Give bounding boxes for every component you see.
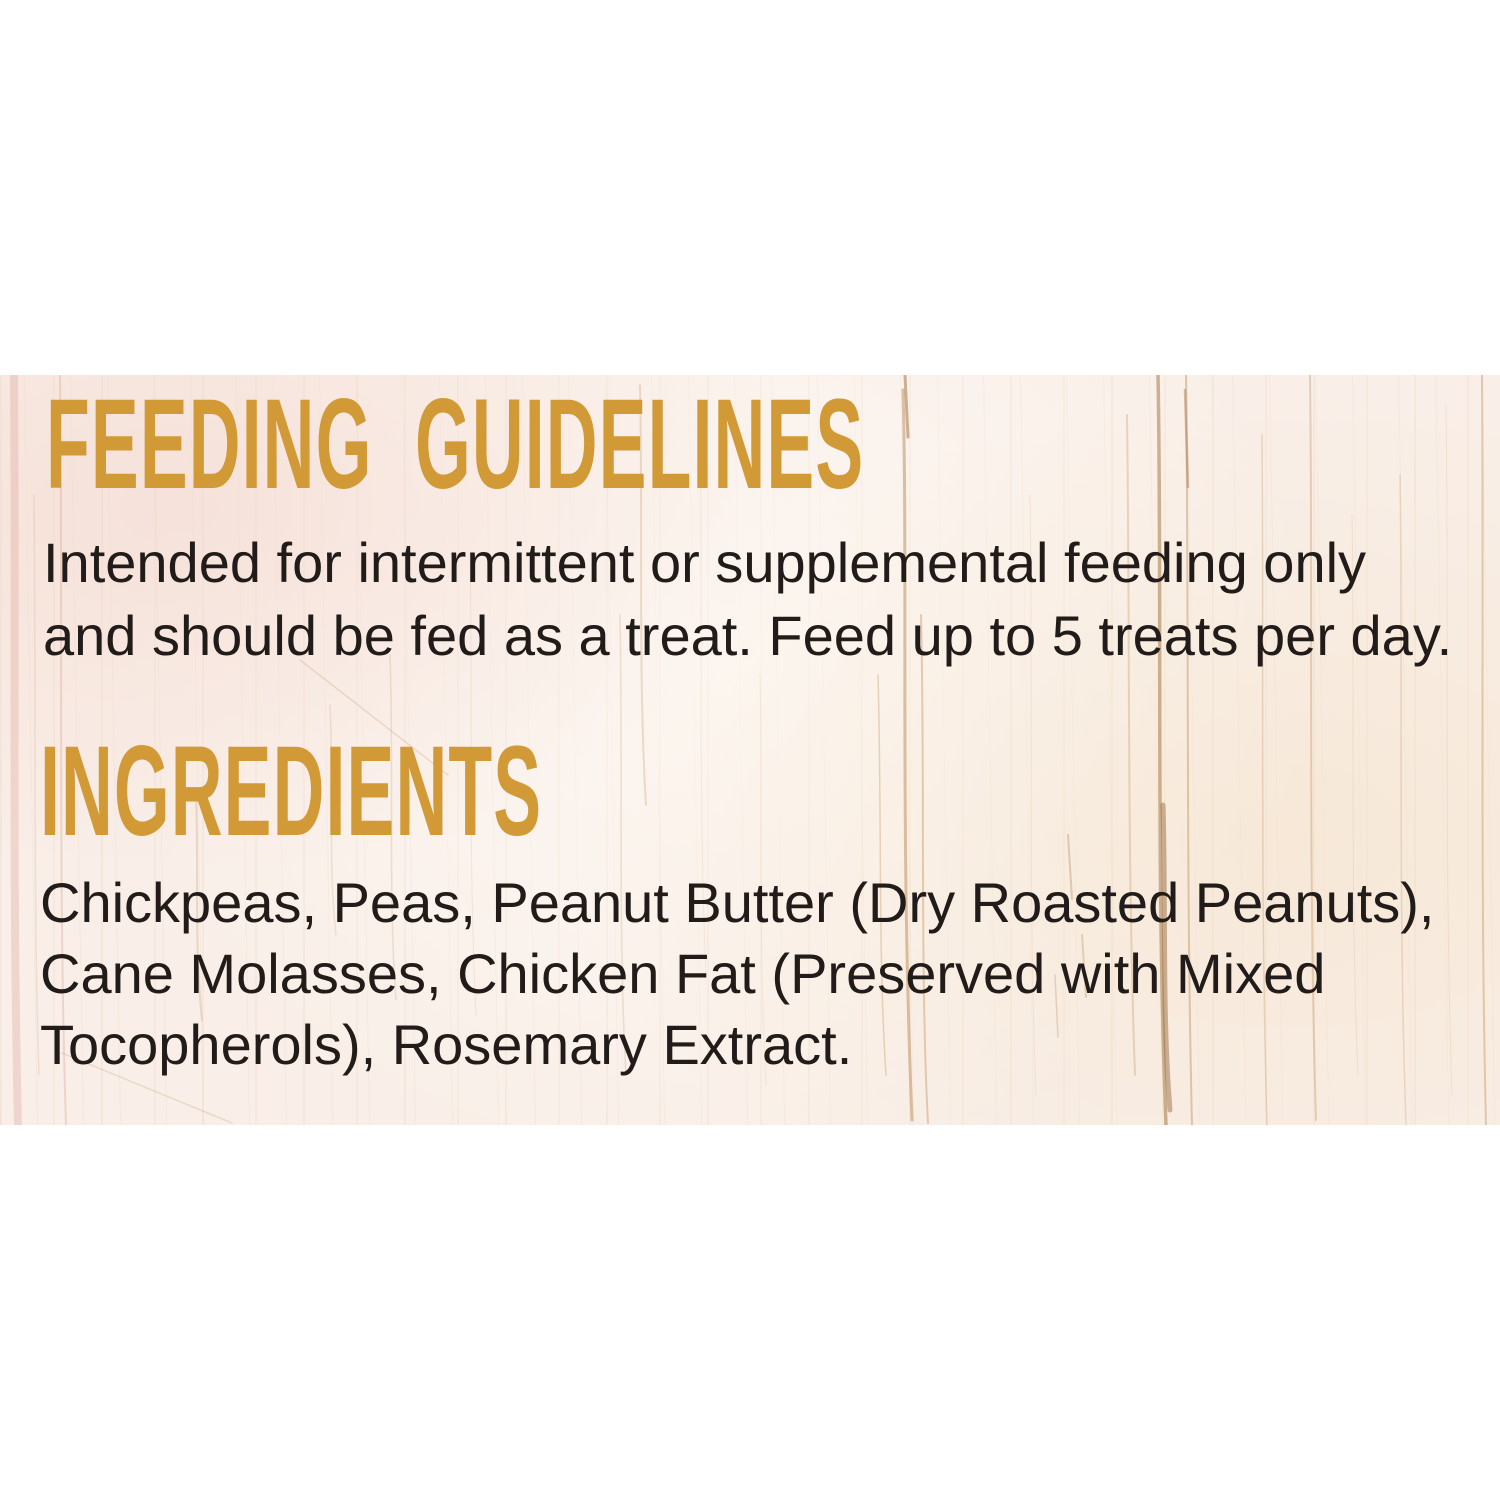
ingredients-heading: INGREDIENTS [40, 720, 543, 863]
text-line: Tocopherols), Rosemary Extract. [40, 1013, 853, 1076]
feeding-guidelines-heading: FEEDING GUIDELINES [46, 375, 865, 516]
wood-label-panel [0, 375, 1500, 1125]
feeding-guidelines-text [43, 526, 1452, 672]
ingredients-text [40, 867, 1434, 1080]
text-line: Intended for intermittent or supplemental feeding only [43, 531, 1367, 594]
text-line: and should be fed as a treat. Feed up to 5 treats per day. [43, 604, 1453, 667]
text-line: Chickpeas, Peas, Peanut Butter (Dry Roasted Peanuts), [40, 871, 1435, 934]
text-line: Cane Molasses, Chicken Fat (Preserved with Mixed [40, 942, 1326, 1005]
